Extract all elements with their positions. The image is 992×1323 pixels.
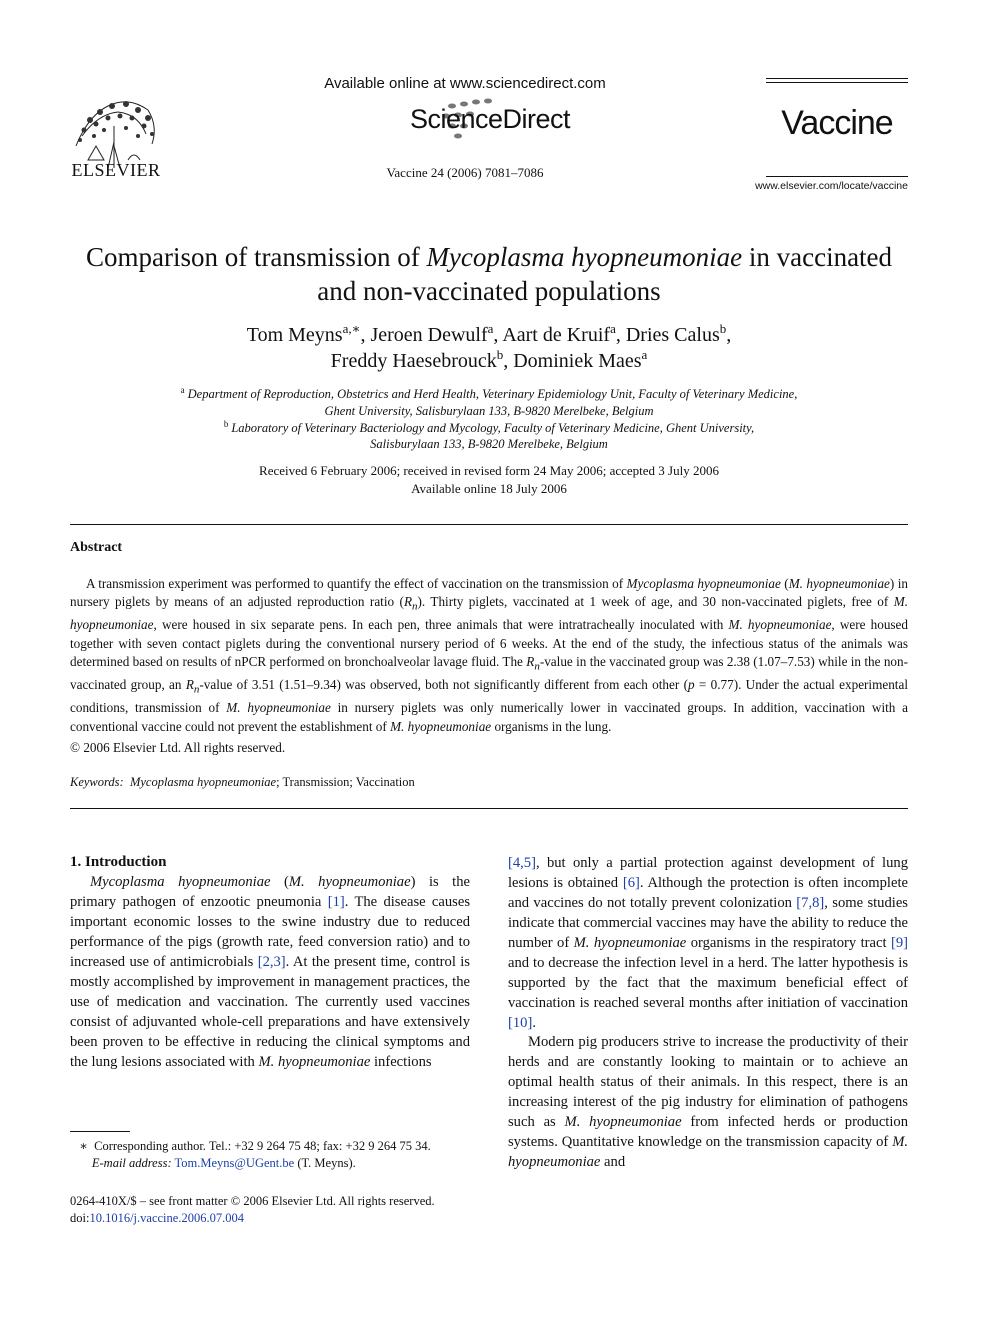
doi-link[interactable]: 10.1016/j.vaccine.2006.07.004: [89, 1211, 244, 1225]
affiliations: [100, 386, 878, 453]
citation-link[interactable]: [10]: [508, 1015, 533, 1031]
affiliation: $^a$ Department of Reproduction, Obstetrics and Herd Health, Veterinary Epidemiology Unit, Faculty of Veterinary Medicine, Ghent University, Salisburylaan 133, B-9820 Merelbeke, Belgium: [180, 385, 798, 418]
author[interactable]: Dominiek Maes$^a$: [513, 347, 648, 372]
author[interactable]: Freddy Haesebrouck$^b$: [330, 347, 504, 372]
divider: [70, 524, 908, 525]
citation-link[interactable]: [2,3]: [257, 954, 286, 970]
citation-link[interactable]: [6]: [622, 875, 640, 891]
abstract-copyright: © 2006 Elsevier Ltd. All rights reserved.: [70, 740, 286, 755]
body-paragraph: Modern pig producers strive to increase the productivity of their herds and are constantly looking to maintain or to achieve an optimal health status of their animals. In this respect, there is an increasing interest of the pig industry for elimination of pathogens such as M. hyopneumoniae from infected herds or production systems. Quantitative knowledge on the transmission capacity of M. hyopneumoniae and: [508, 1034, 908, 1170]
sciencedirect-wordmark: ScienceDirect: [410, 104, 571, 134]
divider: [70, 808, 908, 809]
author[interactable]: Jeroen Dewulf$^a$: [370, 321, 494, 346]
abstract-heading: Abstract: [70, 540, 123, 555]
journal-logo-rule: [766, 78, 908, 79]
issn-doi: 0264-410X/$ – see front matter © 2006 Elsevier Ltd. All rights reserved. doi:10.1016/j.vaccine.2006.07.004: [70, 1194, 435, 1225]
article-title: Comparison of transmission of Mycoplasma hyopneumoniae in vaccinated and non-vaccinated populations: [85, 242, 893, 306]
author[interactable]: Tom Meyns$^{a,∗}$: [246, 321, 361, 346]
citation-link[interactable]: [7,8]: [796, 895, 825, 911]
journal-url[interactable]: www.elsevier.com/locate/vaccine: [755, 180, 908, 192]
corresponding-footnote: ∗ Corresponding author. Tel.: +32 9 264 75 48; fax: +32 9 264 75 34. E-mail address: Tom.Meyns@UGent.be (T. Meyns).: [70, 1139, 431, 1170]
affiliation: $^b$ Laboratory of Veterinary Bacteriology and Mycology, Faculty of Veterinary Medicine, Ghent University, Salisburylaan 133, B-9820 Merelbeke, Belgium: [223, 418, 755, 452]
keywords: Keywords: Mycoplasma hyopneumoniae; Transmission; Vaccination: [70, 775, 415, 789]
journal-logo: Vaccine: [781, 104, 893, 142]
article-history: Received 6 February 2006; received in revised form 24 May 2006; accepted 3 July 2006 Available online 18 July 2006: [259, 463, 719, 496]
body-paragraph: [4,5], but only a partial protection against development of lung lesions is obtained [6]. Although the protection is often incomplete and vaccines do not totally prevent colonization [7,8], some studies indicate that commercial vaccines may have the ability to reduce the number of M. hyopneumoniae organisms in the respiratory tract [9] and to decrease the infection level in a herd. The latter hypothesis is supported by the fact that the maximum beneficial effect of vaccination is reached several months after initiation of vaccination [10].: [508, 855, 908, 1031]
journal-citation: Vaccine 24 (2006) 7081–7086: [386, 165, 544, 180]
section-heading: 1. Introduction: [70, 854, 167, 870]
publisher-name: ELSEVIER: [71, 160, 161, 180]
journal-logo-rule: [766, 176, 908, 177]
available-online-text: Available online at www.sciencedirect.com: [324, 75, 606, 92]
author[interactable]: Aart de Kruif$^a$: [502, 321, 616, 346]
author[interactable]: Dries Calus$^b$: [625, 321, 727, 346]
citation-link[interactable]: [9]: [890, 935, 908, 951]
citation-link[interactable]: [1]: [327, 894, 345, 910]
footnote-rule: [70, 1131, 130, 1132]
citation-link[interactable]: [4,5]: [508, 855, 536, 871]
journal-logo-rule: [766, 82, 908, 83]
body-paragraph: Mycoplasma hyopneumoniae (M. hyopneumoniae) is the primary pathogen of enzootic pneumonia [1]. The disease causes important economic losses to the swine industry due to reduced performance of the pigs (growth rate, feed conversion ratio) and to increased use of antimicrobials [2,3]. At the present time, control is mostly accomplished by improvement in management practices, the use of medication and vaccination. The currently used vaccines consist of adjuvanted whole-cell preparations and have extensively been proven to be effective in reducing the clinical symptoms and the lung lesions associated with M. hyopneumoniae infections: [70, 874, 471, 1070]
email-link[interactable]: Tom.Meyns@UGent.be: [174, 1156, 295, 1170]
author-list: Tom Meyns$^{a,∗}$, Jeroen Dewulf$^a$, Aart de Kruif$^a$, Dries Calus$^b$, Freddy Haesebrouck$^b$, Dominiek Maes$^a$: [246, 321, 732, 372]
abstract-text: A transmission experiment was performed to quantify the effect of vaccination on the transmission of Mycoplasma hyopneumoniae (M. hyopneumoniae) in nursery piglets by means of an adjusted reproduction ratio $(R_n)$. Thirty piglets, vaccinated at 1 week of age, and 30 non-vaccinated piglets, free of M. hyopneumoniae, were housed in six separate pens. In each pen, three animals that were intratracheally inoculated with M. hyopneumoniae, were housed together with seven contact piglets during the conventional nursery period of 6 weeks. At the end of the study, the infectious status of the animals was determined based on results of nPCR performed on bronchoalveolar lavage fluid. The $R_n$-value in the vaccinated group was 2.38 (1.07–7.53) while in the non-vaccinated group, an $R_n$-value of 3.51 (1.51–9.34) was observed, both not significantly different from each other (p = 0.77). Under the actual experimental conditions, transmission of M. hyopneumoniae in nursery piglets was only numerically lower in vaccinated groups. In addition, vaccination with a conventional vaccine could not prevent the establishment of M. hyopneumoniae organisms in the lung.: [70, 576, 909, 734]
